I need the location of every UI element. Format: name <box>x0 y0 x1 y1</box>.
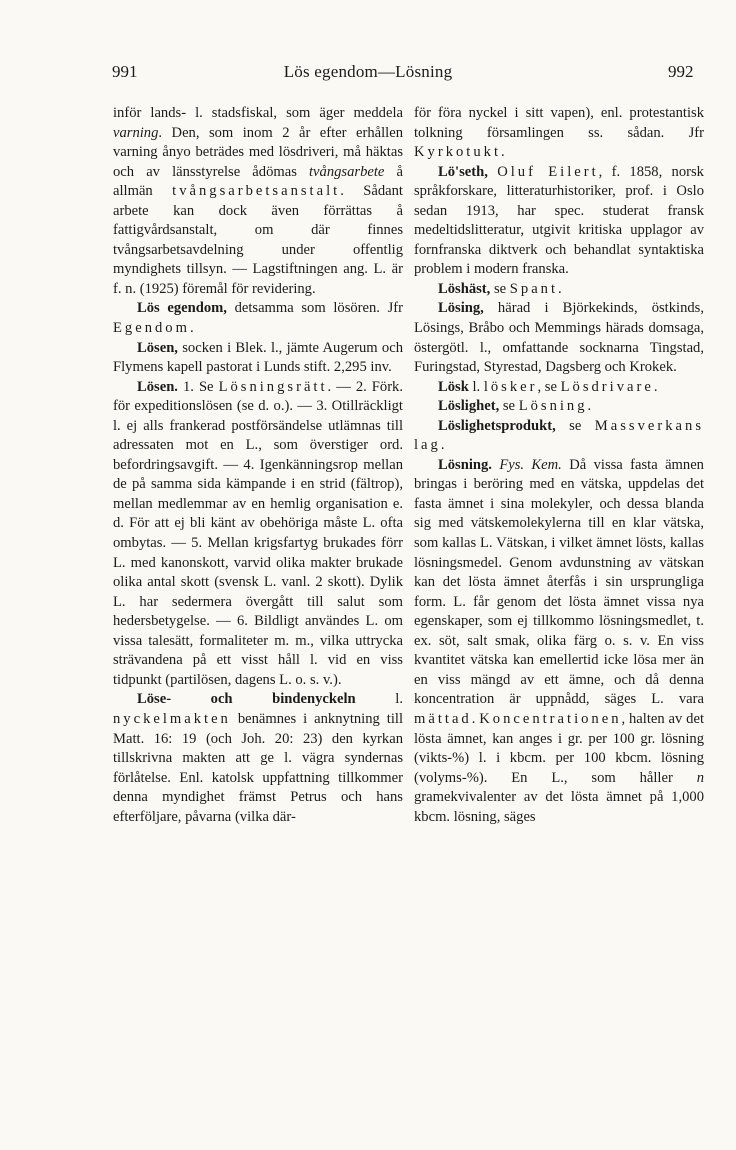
entry-löse-och-bindenyckeln: Löse- och bindenyckeln l. nyckelmakten benämnes i anknytning till Matt. 16: 19 (och Joh. 20: 23) den kyrkan tillskrivna makten att ge l. vägra syndernas förlåtelse. Enl. katolsk uppfattning tillkommer denna myndighet främst Petrus och hans efterföljare, påvarna (vilka där- <box>113 691 403 825</box>
headword: Lösen. <box>137 378 178 395</box>
entry-löslighet: Löslighet, se Lösning. <box>438 398 592 415</box>
entry-lös-egendom: Lös egendom, detsamma som lösören. Jfr Egendom. <box>113 300 403 337</box>
running-header <box>0 62 736 88</box>
right-column <box>414 104 704 827</box>
left-page-number: 991 <box>112 62 138 81</box>
headword: Löshäst, <box>438 280 491 297</box>
entry-lösen-socken: Lösen, socken i Blek. l., jämte Augerum och Flymens kapell pastorat i Lunds stift. 2,295 inv. <box>113 339 403 376</box>
headword: Lö'seth, <box>438 163 488 180</box>
left-column <box>113 104 403 827</box>
entry-lösing: Lösing, härad i Björkekinds, östkinds, Lösings, Bråbo och Memmings härads domsaga, östergötl. l., omfattande socknarna Tingstad, Furingstad, Styrestad, Dagsberg och Krokek. <box>414 300 704 376</box>
entry-nyckelmakten-continued: för föra nyckel i sitt vapen), enl. protestantisk tolkning församlingen ss. sådan. Jfr Kyrkotukt. <box>414 105 704 161</box>
entry-löshäst: Löshäst, se Spant. <box>438 280 562 297</box>
entry-lösdriveri-continued: inför lands- l. stadsfiskal, som äger meddela varning. Den, som inom 2 år efter erhållen varning ånyo beträdes med lösdriveri, må häktas och av länsstyrelse ådömas tvångsarbete å allmän tvångsarbetsanstalt. Sådant arbete kan dock även förrättas å fattigvårdsanstalt, om där finnes tvångsarbetsavdelning under offentlig myndighets tillsyn. — Lagstiftningen ang. L. är f. n. (1925) föremål för revidering. <box>113 105 403 297</box>
entry-lösning: Lösning. Fys. Kem. Då vissa fasta ämnen bringas i beröring med en vätska, uppdelas det fasta ämnet i sina molekyler, och dessa blanda sig med vätskemolekylerna till en klar vätska, som kallas L. Vätskan, i vilket ämnet lösts, kallas lösningsmedel. Genom avdunstning av vätskan kan det lösta ämnet återfås i sin ursprungliga form. L. får genom det lösta ämnet vissa nya egenskaper, som ej tillkommo lösningsmedlet, t. ex. söt, salt smak, olika färg o. s. v. En viss kvantitet vätska kan emellertid icke lösa mer än en viss mängd av ett ämne, och då denna koncentration är uppnådd, säges L. vara mättad. Koncentrationen, halten av det lösta ämnet, kan anges i gr. per 100 gr. lösning (vikts-%) l. i kbcm. per 100 kbcm. lösning (volyms-%). En L., som håller n gramekvivalenter av det lösta ämnet på 1,000 kbcm. lösning, säges <box>414 456 704 825</box>
headword: Löslighet, <box>438 398 500 415</box>
right-page-number: 992 <box>668 62 694 81</box>
entry-löseth: Lö'seth, Oluf Eilert, f. 1858, norsk språkforskare, litteraturhistoriker, prof. i Oslo sedan 1913, har spec. studerat fransk medeltidslitteratur, utgivit kritiska upplagor av fornfranska diktverk och behandlat syntaktiska problem i modern franska. <box>414 163 704 278</box>
headword: Lösk <box>438 378 469 395</box>
entry-lösen: Lösen. 1. Se Lösningsrätt. — 2. Förk. för expeditionslösen (se d. o.). — 3. Otillräckligt l. ej alls frankerad postförsändelse utlämnas till adressaten mot en L., som överstiger ord. befordringsavgift. — 4. Igenkänningsrop mellan de på samma sida kämpande i en strid (fältrop), mellan medlemmar av en hemlig organisation e. d. För att ej bli känt av obehöriga måste L. ofta ombytas. — 5. Mellan krigsfartyg brukades förr L. med kanonskott, varvid olika makter brukade olika antal skott (svensk L. vanl. 2 skott). Dylik L. har sedermera övergått till salut som hedersbetygelse. — 6. Bildligt användes L. om vissa talesätt, formaliteter m. m., vilka uttrycka strävandena på ett visst håll l. vid en viss tidpunkt (partilösen, dagens L. o. s. v.). <box>113 378 403 688</box>
entry-löslighetsprodukt: Löslighetsprodukt, se Massverkans lag. <box>414 417 704 454</box>
headword: Löslighetsprodukt, <box>438 417 556 434</box>
headword: Lösing, <box>438 300 484 317</box>
headword: Lös egendom, <box>137 300 227 317</box>
running-title: Lös egendom—Lösning <box>283 62 453 81</box>
entry-lösk: Lösk l. lösker, se Lösdrivare. <box>438 378 658 395</box>
headword: Löse- och bindenyckeln <box>137 691 356 708</box>
headword: Lösen, <box>137 339 178 356</box>
headword: Lösning. <box>438 456 492 473</box>
